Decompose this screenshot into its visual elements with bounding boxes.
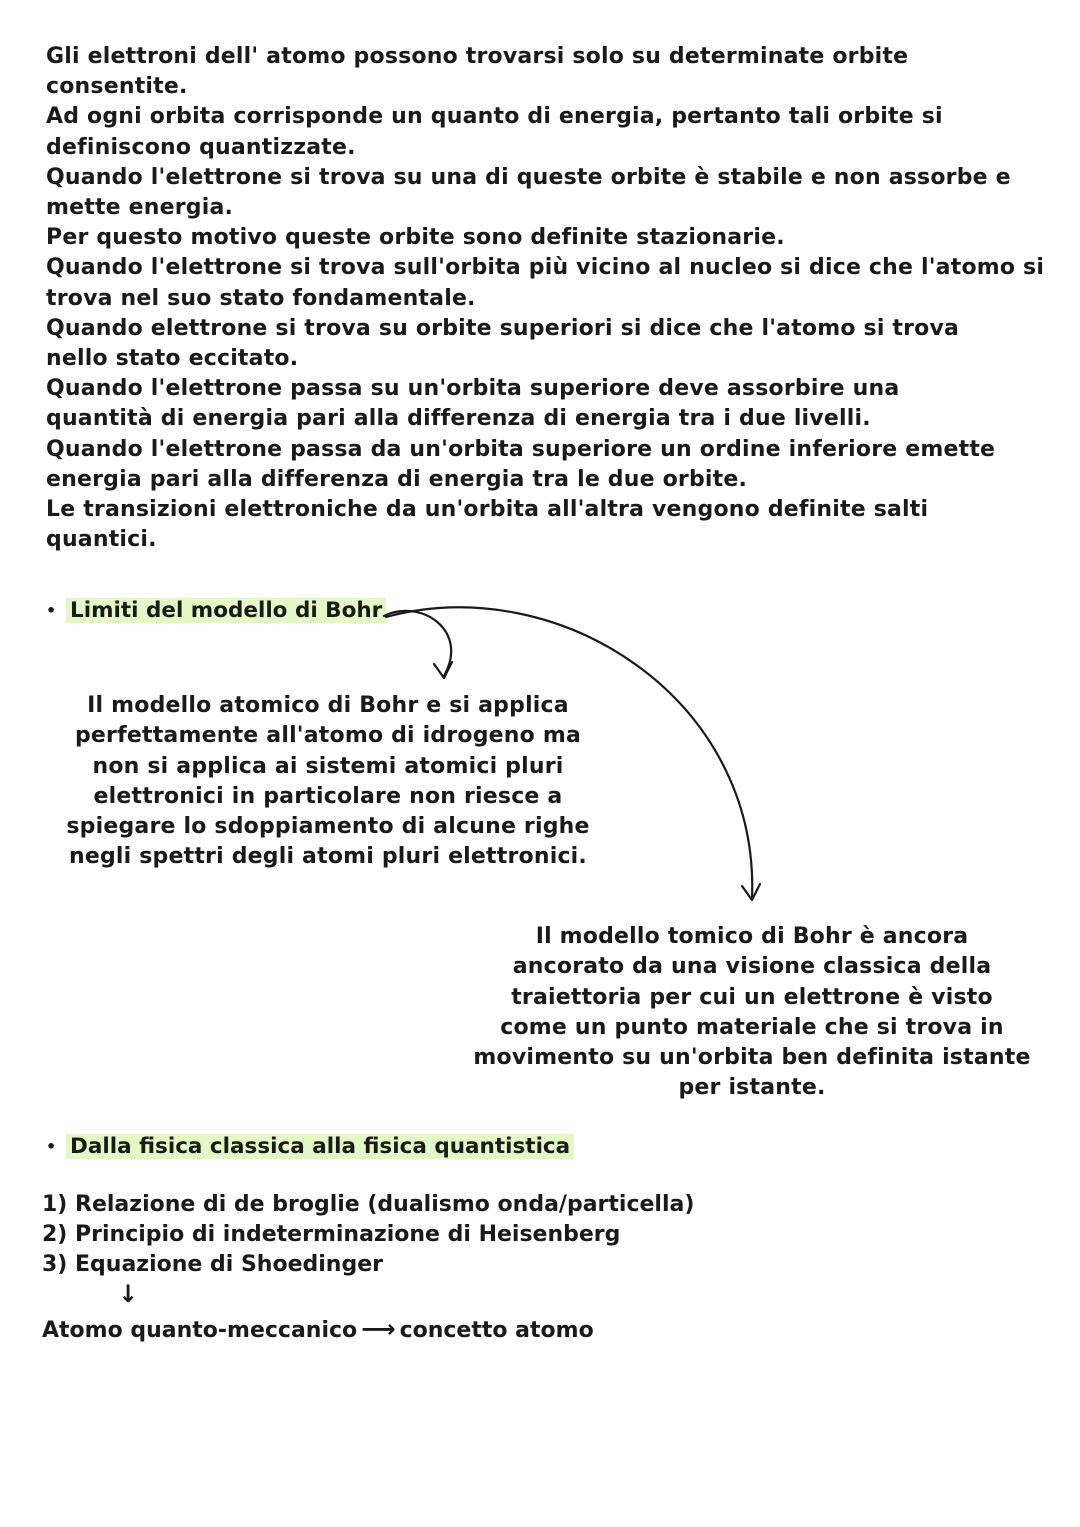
text-line: negli spettri degli atomi pluri elettronici. — [68, 844, 587, 870]
text-line: consentite. — [46, 74, 188, 100]
bullet-icon: • — [46, 1137, 57, 1156]
note-left — [60, 691, 596, 873]
heading-fisica-quantistica — [46, 1132, 574, 1162]
text-line: Quando l'elettrone si trova su una di queste orbite è stabile e non assorbe e — [46, 164, 1011, 190]
text-line: definiscono quantizzate. — [46, 134, 356, 160]
text-line: Le transizioni elettroniche da un'orbita all'altra vengono definite salti — [46, 497, 929, 523]
text-line: Il modello atomico di Bohr e si applica — [87, 693, 569, 718]
text-line: per istante. — [678, 1075, 826, 1101]
text-line: spiegare lo sdoppiamento di alcune righe — [66, 814, 590, 840]
text-line: traiettoria per cui un elettrone è visto — [511, 984, 993, 1010]
text-line: come un punto materiale che si trova in — [500, 1014, 1004, 1040]
text-line: Per questo motivo queste orbite sono definite stazionarie. — [46, 225, 785, 251]
text-line: energia pari alla differenza di energia tra le due orbite. — [46, 466, 748, 492]
heading-text: Dalla fisica classica alla fisica quantistica — [66, 1134, 574, 1159]
bullet-icon: • — [46, 601, 57, 620]
text-line: Quando l'elettrone passa su un'orbita superiore deve assorbire una — [46, 376, 900, 402]
text-line: perfettamente all'atomo di idrogeno ma — [74, 723, 581, 749]
text-line: nello stato eccitato. — [46, 346, 299, 372]
list-item: 3) Equazione di Shoedinger — [42, 1252, 383, 1277]
text-line: Il modello tomico di Bohr è ancora — [535, 924, 969, 949]
text-line: Quando elettrone si trova su orbite superiori si dice che l'atomo si trova — [46, 315, 960, 341]
arrowhead-right — [742, 884, 760, 900]
text-line: Ad ogni orbita corrisponde un quanto di energia, pertanto tali orbite si — [46, 104, 943, 130]
numbered-list — [42, 1190, 694, 1280]
text-line: elettronici in particolare non riesce a — [93, 783, 563, 809]
result-left: Atomo quanto-meccanico — [42, 1318, 358, 1343]
text-line: Quando l'elettrone passa da un'orbita superiore un ordine inferiore emette — [46, 436, 996, 462]
text-line: trova nel suo stato fondamentale. — [46, 285, 476, 311]
text-line: quantità di energia pari alla differenza di energia tra i due livelli. — [46, 406, 871, 432]
text-line: Quando l'elettrone si trova sull'orbita più vicino al nucleo si dice che l'atomo si — [46, 255, 1045, 281]
text-line: ancorato da una visione classica della — [512, 954, 992, 980]
note-right — [466, 922, 1038, 1104]
text-line: mette energia. — [46, 195, 234, 221]
arrow-to-left-note — [384, 611, 451, 676]
text-line: quantici. — [46, 527, 157, 553]
heading-text: Limiti del modello di Bohr — [66, 598, 386, 623]
text-line: non si applica ai sistemi atomici pluri — [92, 753, 564, 779]
text-line: Gli elettroni dell' atomo possono trovarsi solo su determinate orbite — [46, 44, 909, 69]
result-right: concetto atomo — [399, 1318, 594, 1343]
down-arrow-icon: ↓ — [118, 1280, 139, 1308]
right-arrow-icon: ⟶ — [361, 1315, 396, 1343]
text-line: movimento su un'orbita ben definita istante — [473, 1045, 1031, 1071]
list-item: 1) Relazione di de broglie (dualismo onda/particella) — [42, 1192, 695, 1217]
list-item: 2) Principio di indeterminazione di Heisenberg — [42, 1222, 621, 1247]
conclusion-line — [42, 1313, 594, 1347]
